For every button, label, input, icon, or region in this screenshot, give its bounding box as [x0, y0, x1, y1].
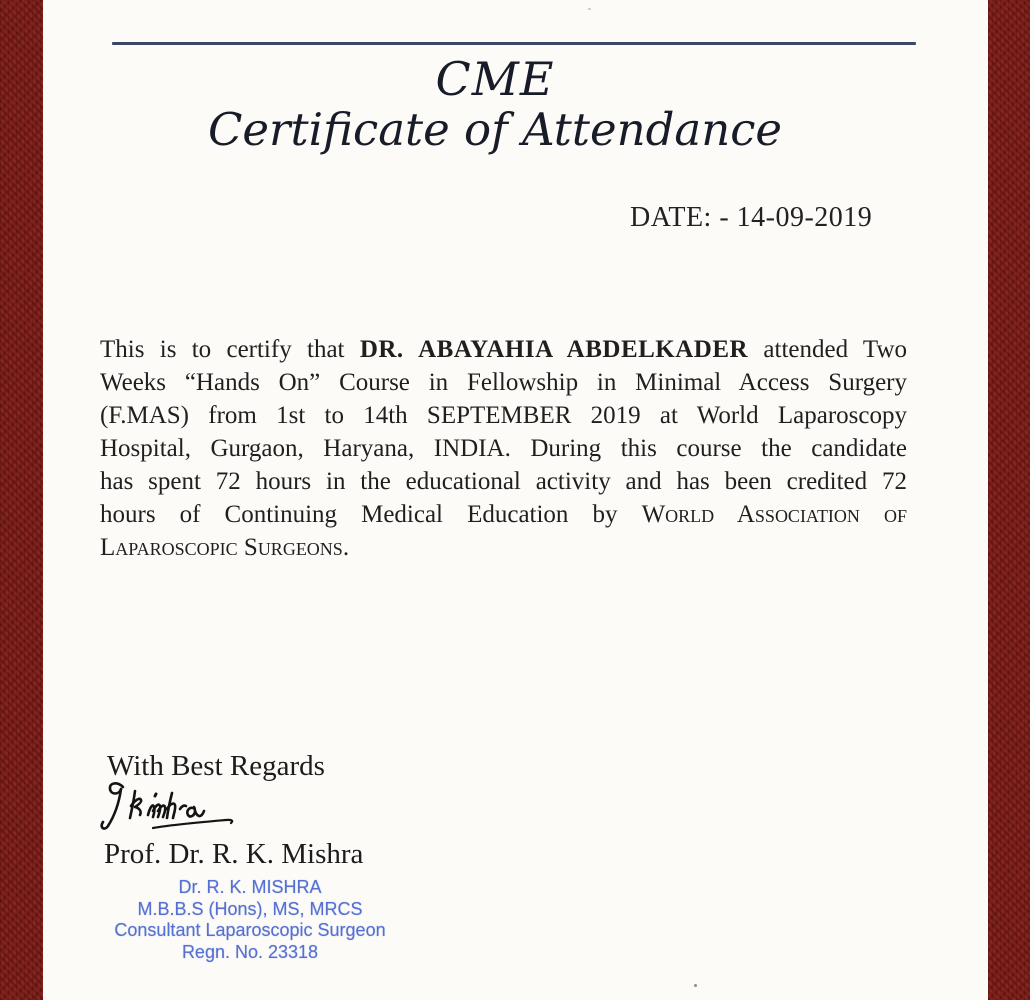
body-line: Hospital, Gurgaon, Haryana, INDIA. During this course the candidate	[100, 435, 907, 462]
body-line: (F.MAS) from 1st to 14th SEPTEMBER 2019 at World Laparoscopy	[100, 402, 907, 429]
stamp-line-degrees: M.B.B.S (Hons), MS, MRCS	[137, 898, 363, 919]
title-block	[0, 54, 990, 156]
stamp-line-name: Dr. R. K. MISHRA	[178, 877, 322, 897]
body-line: This is to certify that DR. ABAYAHIA ABDELKADER attended Two	[100, 336, 908, 363]
date-label: DATE: - 14-09-2019	[630, 202, 873, 233]
stamp-block	[90, 877, 410, 963]
body-line: has spent 72 hours in the educational activity and has been credited 72	[100, 468, 907, 495]
certificate-body	[100, 333, 907, 564]
stamp-line-designation: Consultant Laparoscopic Surgeon	[114, 920, 386, 940]
regards-text: With Best Regards	[107, 750, 325, 782]
body-line: hours of Continuing Medical Education by World Association of	[100, 501, 908, 528]
body-line: Laparoscopic Surgeons.	[100, 534, 350, 561]
stamp-line-regn: Regn. No. 23318	[181, 941, 319, 962]
signature-handwriting	[98, 781, 250, 836]
certificate-title: CME	[435, 52, 555, 106]
signer-name: Prof. Dr. R. K. Mishra	[104, 838, 364, 870]
scan-speck	[694, 984, 697, 987]
scan-speck	[588, 8, 591, 10]
certificate-subtitle: Certificate of Attendance	[207, 103, 783, 156]
top-rule	[112, 42, 916, 45]
right-border-band	[988, 0, 1030, 1000]
body-line: Weeks “Hands On” Course in Fellowship in Minimal Access Surgery	[100, 369, 907, 396]
